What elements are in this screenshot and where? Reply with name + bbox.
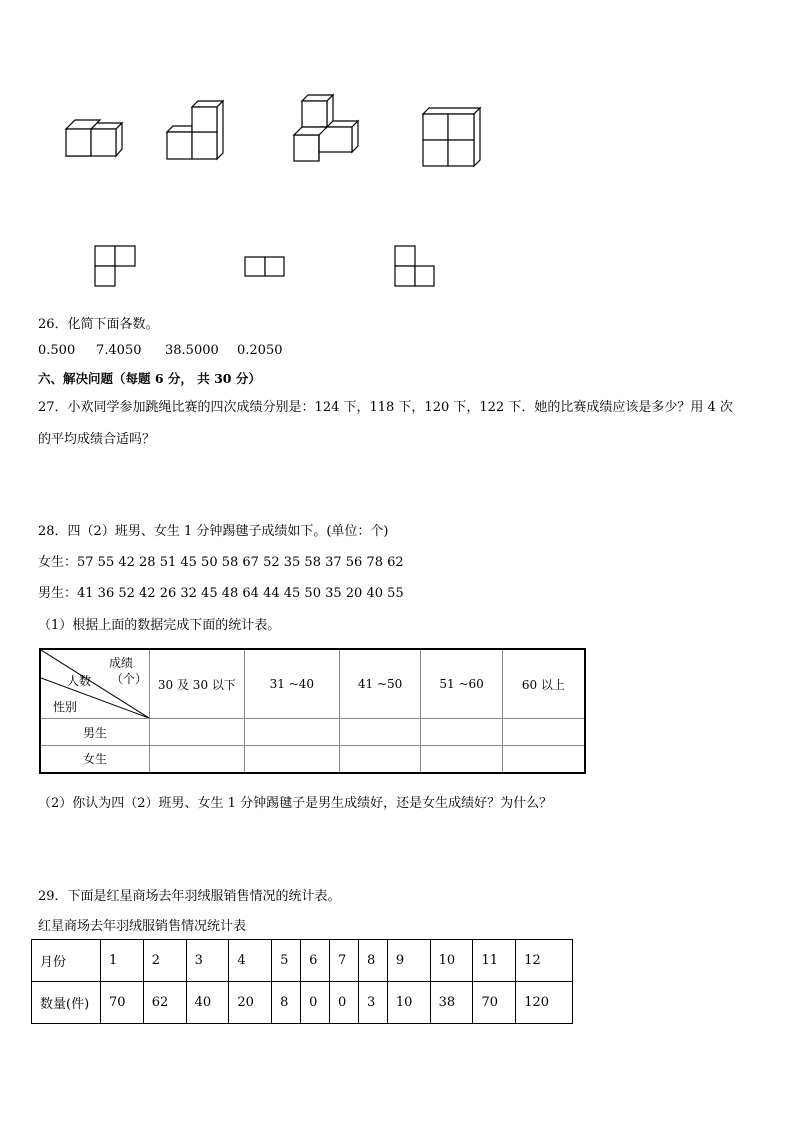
q29-table-title: 红星商场去年羽绒服销售情况统计表 [38,919,247,934]
header-cell: 30 及 30 以下 [150,649,245,719]
q29-sales-table [31,939,573,1024]
month-cell: 9 [387,940,430,982]
q27-line-2: 的平均成绩合适吗？ [38,432,156,447]
quantity-cell: 10 [387,982,430,1024]
q28-boys-data: 男生：41 36 52 42 26 32 45 48 64 44 45 50 35 20 40 55 [38,586,404,601]
month-cell: 1 [101,940,144,982]
month-cell: 10 [430,940,473,982]
q26-number-3: 38.5000 [165,343,219,358]
quantity-cell: 0 [330,982,359,1024]
q26-number-4: 0.2050 [237,343,283,358]
corner-label-gender: 性别 [53,700,78,714]
month-cell: 8 [358,940,387,982]
q26-number-2: 7.4050 [96,343,142,358]
row-label-boys: 男生 [40,719,150,746]
quantity-cell: 40 [186,982,229,1024]
q27-line-1: 27．小欢同学参加跳绳比赛的四次成绩分别是：124 下，118 下，120 下，122 下．她的比赛成绩应该是多少？用 4 次 [38,400,733,415]
empty-cell[interactable] [150,719,245,746]
empty-cell[interactable] [421,719,502,746]
month-cell: 4 [229,940,272,982]
empty-cell[interactable] [339,746,420,773]
q26-number-1: 0.500 [38,343,76,358]
table-corner-cell [40,649,150,719]
empty-cell[interactable] [339,719,420,746]
quantity-cell: 70 [473,982,516,1024]
header-cell: 51 ~60 [421,649,502,719]
row-label-month: 月份 [32,940,101,982]
q29-title: 29．下面是红星商场去年羽绒服销售情况的统计表。 [38,889,341,904]
quantity-cell: 20 [229,982,272,1024]
row-label-quantity: 数量(件) [32,982,101,1024]
quantity-cell: 8 [272,982,301,1024]
cube-figure-2 [167,101,223,159]
month-cell: 3 [186,940,229,982]
corner-label-score: 成绩 [109,656,134,670]
cube-figure-4 [423,108,480,166]
q28-stat-table [39,648,586,774]
section-heading: 六、解决问题（每题 6 分， 共 30 分） [38,371,261,386]
view-shape-3 [395,246,434,286]
empty-cell[interactable] [502,746,585,773]
empty-cell[interactable] [502,719,585,746]
row-label-girls: 女生 [40,746,150,773]
q28-girls-data: 女生：57 55 42 28 51 45 50 58 67 52 35 58 37 56 78 62 [38,555,404,570]
q28-title: 28．四（2）班男、女生 1 分钟踢毽子成绩如下。(单位：个) [38,524,389,539]
header-cell: 60 以上 [502,649,585,719]
month-cell: 7 [330,940,359,982]
month-cell: 6 [301,940,330,982]
quantity-cell: 38 [430,982,473,1024]
quantity-cell: 3 [358,982,387,1024]
cube-figure-3 [294,95,358,161]
cube-figure-1 [66,120,122,156]
corner-label-count: 人数 [67,674,92,688]
empty-cell[interactable] [150,746,245,773]
month-cell: 5 [272,940,301,982]
cube-figures [0,80,794,300]
header-cell: 41 ~50 [339,649,420,719]
header-cell: 31 ~40 [244,649,339,719]
corner-label-unit: （个） [111,672,148,686]
quantity-cell: 70 [101,982,144,1024]
empty-cell[interactable] [244,746,339,773]
q26-title: 26．化简下面各数。 [38,317,159,332]
quantity-cell: 62 [143,982,186,1024]
q28-sub2: （2）你认为四（2）班男、女生 1 分钟踢毽子是男生成绩好，还是女生成绩好？为什么？ [38,796,553,811]
month-cell: 2 [143,940,186,982]
empty-cell[interactable] [421,746,502,773]
quantity-cell: 0 [301,982,330,1024]
q28-sub1: （1）根据上面的数据完成下面的统计表。 [38,618,281,633]
month-cell: 12 [516,940,573,982]
view-shape-1 [95,246,135,286]
quantity-cell: 120 [516,982,573,1024]
view-shape-2 [245,257,284,276]
month-cell: 11 [473,940,516,982]
empty-cell[interactable] [244,719,339,746]
